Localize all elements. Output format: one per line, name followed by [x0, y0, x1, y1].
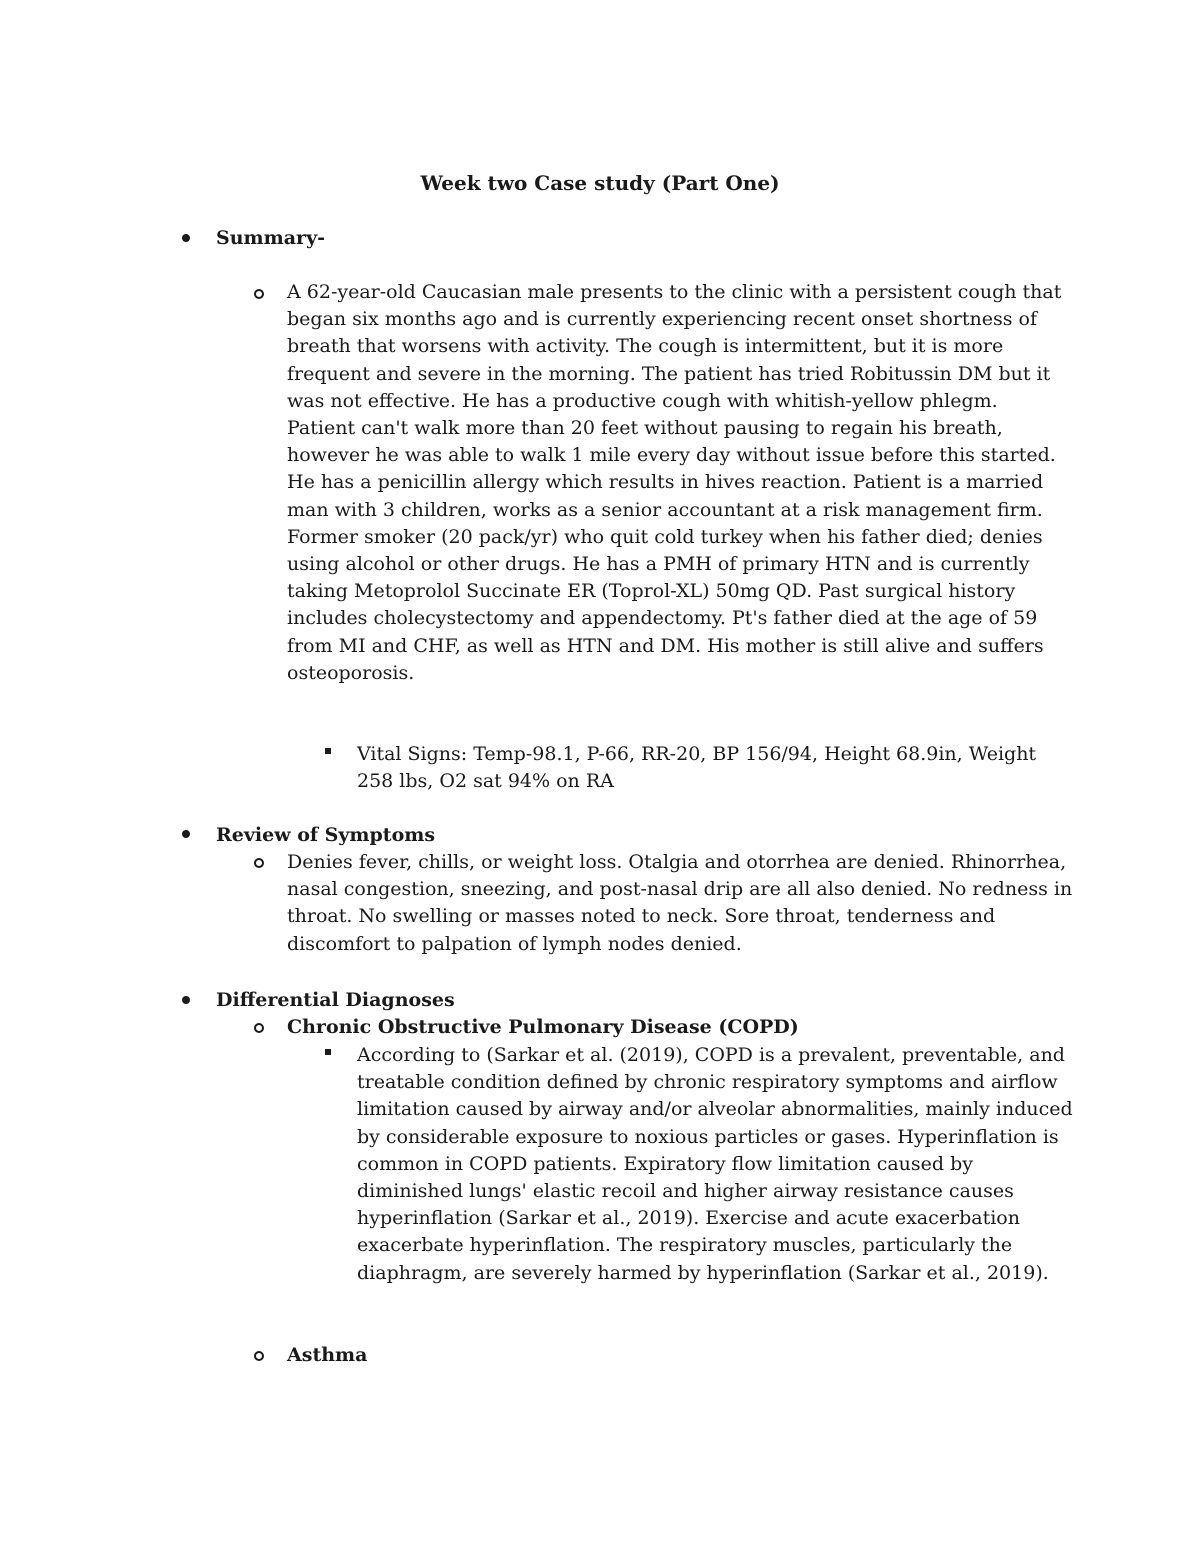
vital-signs-paragraph: Vital Signs: Temp-98.1, P-66, RR-20, BP 156/94, Height 68.9in, Weight 258 lbs, O2 sat 94% on RA: [357, 743, 1037, 793]
review-paragraph: Denies fever, chills, or weight loss. Otalgia and otorrhea are denied. Rhinorrhea, nasal congestion, sneezing, and post-nasal drip are all also denied. No redness in throat. No swelling or masses noted to neck. Sore throat, tenderness and discomfort to palpation of lymph nodes denied.: [287, 851, 1073, 955]
asthma-heading: Asthma: [287, 1344, 368, 1366]
summary-paragraph: A 62-year-old Caucasian male presents to the clinic with a persistent cough that began six months ago and is currently experiencing recent onset shortness of breath that worsens with activity. The cough is intermittent, but it is more frequent and severe in the morning. The patient has tried Robitussin DM but it was not effective. He has a productive cough with whitish-yellow phlegm. Patient can't walk more than 20 feet without pausing to regain his breath, however he was able to walk 1 mile every day without issue before this started. He has a penicillin allergy which results in hives reaction. Patient is a married man with 3 children, works as a senior accountant at a risk management firm. Former smoker (20 pack/yr) who quit cold turkey when his father died; denies using alcohol or other drugs. He has a PMH of primary HTN and is currently taking Metoprolol Succinate ER (Toprol-XL) 50mg QD. Past surgical history includes cholecystectomy and appendectomy. Pt's father died at the age of 59 from MI and CHF, as well as HTN and DM. His mother is still alive and suffers osteoporosis.: [287, 281, 1062, 684]
bullet-ring-icon: [254, 1023, 264, 1033]
bullet-square-icon: [325, 1049, 331, 1055]
bullet-disc-icon: [182, 830, 190, 838]
bullet-ring-icon: [254, 858, 264, 868]
bullet-disc-icon: [182, 234, 190, 242]
summary-heading: Summary-: [216, 227, 325, 249]
review-heading: Review of Symptoms: [216, 824, 436, 846]
copd-heading: Chronic Obstructive Pulmonary Disease (COPD): [287, 1016, 799, 1038]
bullet-disc-icon: [182, 996, 190, 1004]
bullet-square-icon: [325, 748, 331, 754]
differential-heading: Differential Diagnoses: [216, 989, 455, 1011]
bullet-ring-icon: [254, 1351, 264, 1361]
bullet-ring-icon: [254, 289, 264, 299]
document-title: Week two Case study (Part One): [420, 171, 780, 195]
copd-paragraph: According to (Sarkar et al. (2019), COPD is a prevalent, preventable, and treatable condition defined by chronic respiratory symptoms and airflow limitation caused by airway and/or alveolar abnormalities, mainly induced by considerable exposure to noxious particles or gases. Hyperinflation is common in COPD patients. Expiratory flow limitation caused by diminished lungs' elastic recoil and higher airway resistance causes hyperinflation (Sarkar et al., 2019). Exercise and acute exacerbation exacerbate hyperinflation. The respiratory muscles, particularly the diaphragm, are severely harmed by hyperinflation (Sarkar et al., 2019).: [357, 1044, 1073, 1284]
